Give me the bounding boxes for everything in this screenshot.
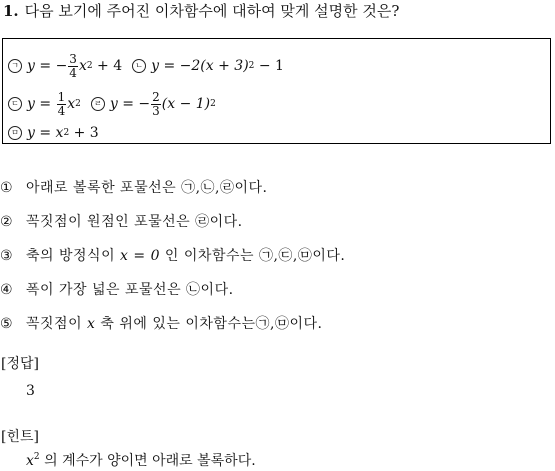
expression: y = x <box>27 125 64 141</box>
choice-text-part: 축 위에 있는 이차함수는㉠,㉤이다. <box>95 316 323 332</box>
fraction-denominator: 3 <box>152 103 160 118</box>
fraction <box>151 91 161 118</box>
functions-row-1 <box>8 49 284 83</box>
expression: y = −2(x + 3) <box>151 58 249 74</box>
fraction-denominator: 4 <box>57 103 66 118</box>
choice-math: x = 0 <box>120 248 160 264</box>
function-d <box>91 91 216 118</box>
var-y: y <box>109 96 118 112</box>
answer-value: 3 <box>26 383 35 399</box>
var-x: x <box>67 96 76 112</box>
minus-sign: − <box>55 58 68 74</box>
factor: (x − 1) <box>161 96 211 112</box>
function-mark: ㄱ <box>8 59 22 73</box>
fraction-numerator: 1 <box>57 89 66 104</box>
var-y: y <box>27 96 35 112</box>
choice-number: ④ <box>0 282 13 298</box>
function-mark: ㅁ <box>8 126 22 140</box>
function-mark: ㄴ <box>132 59 146 73</box>
choice-number: ① <box>0 180 13 196</box>
function-b <box>132 58 284 74</box>
fraction-denominator: 4 <box>69 65 77 80</box>
fraction <box>57 91 67 118</box>
var-x: x <box>78 58 87 74</box>
question-text: 다음 보기에 주어진 이차함수에 대하여 맞게 설명한 것은? <box>24 2 400 20</box>
hint-exponent: 2 <box>33 452 40 462</box>
choice-number: ⑤ <box>0 316 13 332</box>
equals-sign: = <box>122 96 134 112</box>
function-c <box>8 91 81 118</box>
function-equation: y = x 2 + 3 <box>27 125 99 141</box>
function-equation: y = − $\frac{3}{4}$ x 2 + 4 <box>27 51 123 80</box>
choice-5[interactable] <box>0 314 322 334</box>
fraction <box>68 53 78 80</box>
choice-1[interactable] <box>0 178 268 198</box>
constant-term: + 3 <box>73 125 99 141</box>
functions-row-2 <box>8 87 216 121</box>
choice-3[interactable] <box>0 246 345 266</box>
functions-box <box>2 38 551 144</box>
function-equation: y = −2(x + 3) 2 − 1 <box>151 58 284 74</box>
function-mark: ㄷ <box>8 97 22 111</box>
choice-text-part: 꼭짓점이 <box>26 316 88 332</box>
hint-text <box>26 451 256 471</box>
constant-term: − 1 <box>258 58 284 74</box>
choice-text: 꼭짓점이 원점인 포물선은 ㉣이다. <box>26 214 243 230</box>
choice-4[interactable] <box>0 280 234 300</box>
choice-math: x <box>87 316 96 332</box>
constant-term: + 4 <box>97 58 123 74</box>
choice-number: ② <box>0 214 13 230</box>
choice-text: 아래로 볼록한 포물선은 ㉠,㉡,㉣이다. <box>26 180 268 196</box>
choice-text: 폭이 가장 넓은 포물선은 ㉡이다. <box>26 282 234 298</box>
hint-sentence: 의 계수가 양이면 아래로 볼록하다. <box>39 453 256 469</box>
function-mark: ㄹ <box>91 97 105 111</box>
question <box>3 1 399 21</box>
hint-label: [힌트] <box>1 429 39 445</box>
function-equation: y = − $\frac{2}{3}$ (x − 1) 2 <box>109 89 216 118</box>
choice-2[interactable] <box>0 212 243 232</box>
answer-label: [정답] <box>1 356 39 372</box>
minus-sign: − <box>138 96 151 112</box>
choice-text <box>26 246 345 266</box>
function-a <box>8 53 122 80</box>
function-equation: y = $\frac{1}{4}$ x 2 <box>27 89 81 118</box>
var-y: y <box>27 58 35 74</box>
equals-sign: = <box>39 58 52 74</box>
equals-sign: = <box>39 96 52 112</box>
choice-text-part: 인 이차함수는 ㉠,㉢,㉤이다. <box>159 248 346 264</box>
fraction-numerator: 3 <box>69 51 77 66</box>
choice-number: ③ <box>0 248 13 264</box>
hint-variable: x <box>26 453 34 469</box>
choice-text <box>26 314 322 334</box>
fraction-numerator: 2 <box>152 89 160 104</box>
functions-row-3 <box>8 124 99 142</box>
choice-text-part: 축의 방정식이 <box>26 248 121 264</box>
function-e <box>8 125 99 141</box>
question-number: 1. <box>3 2 19 20</box>
